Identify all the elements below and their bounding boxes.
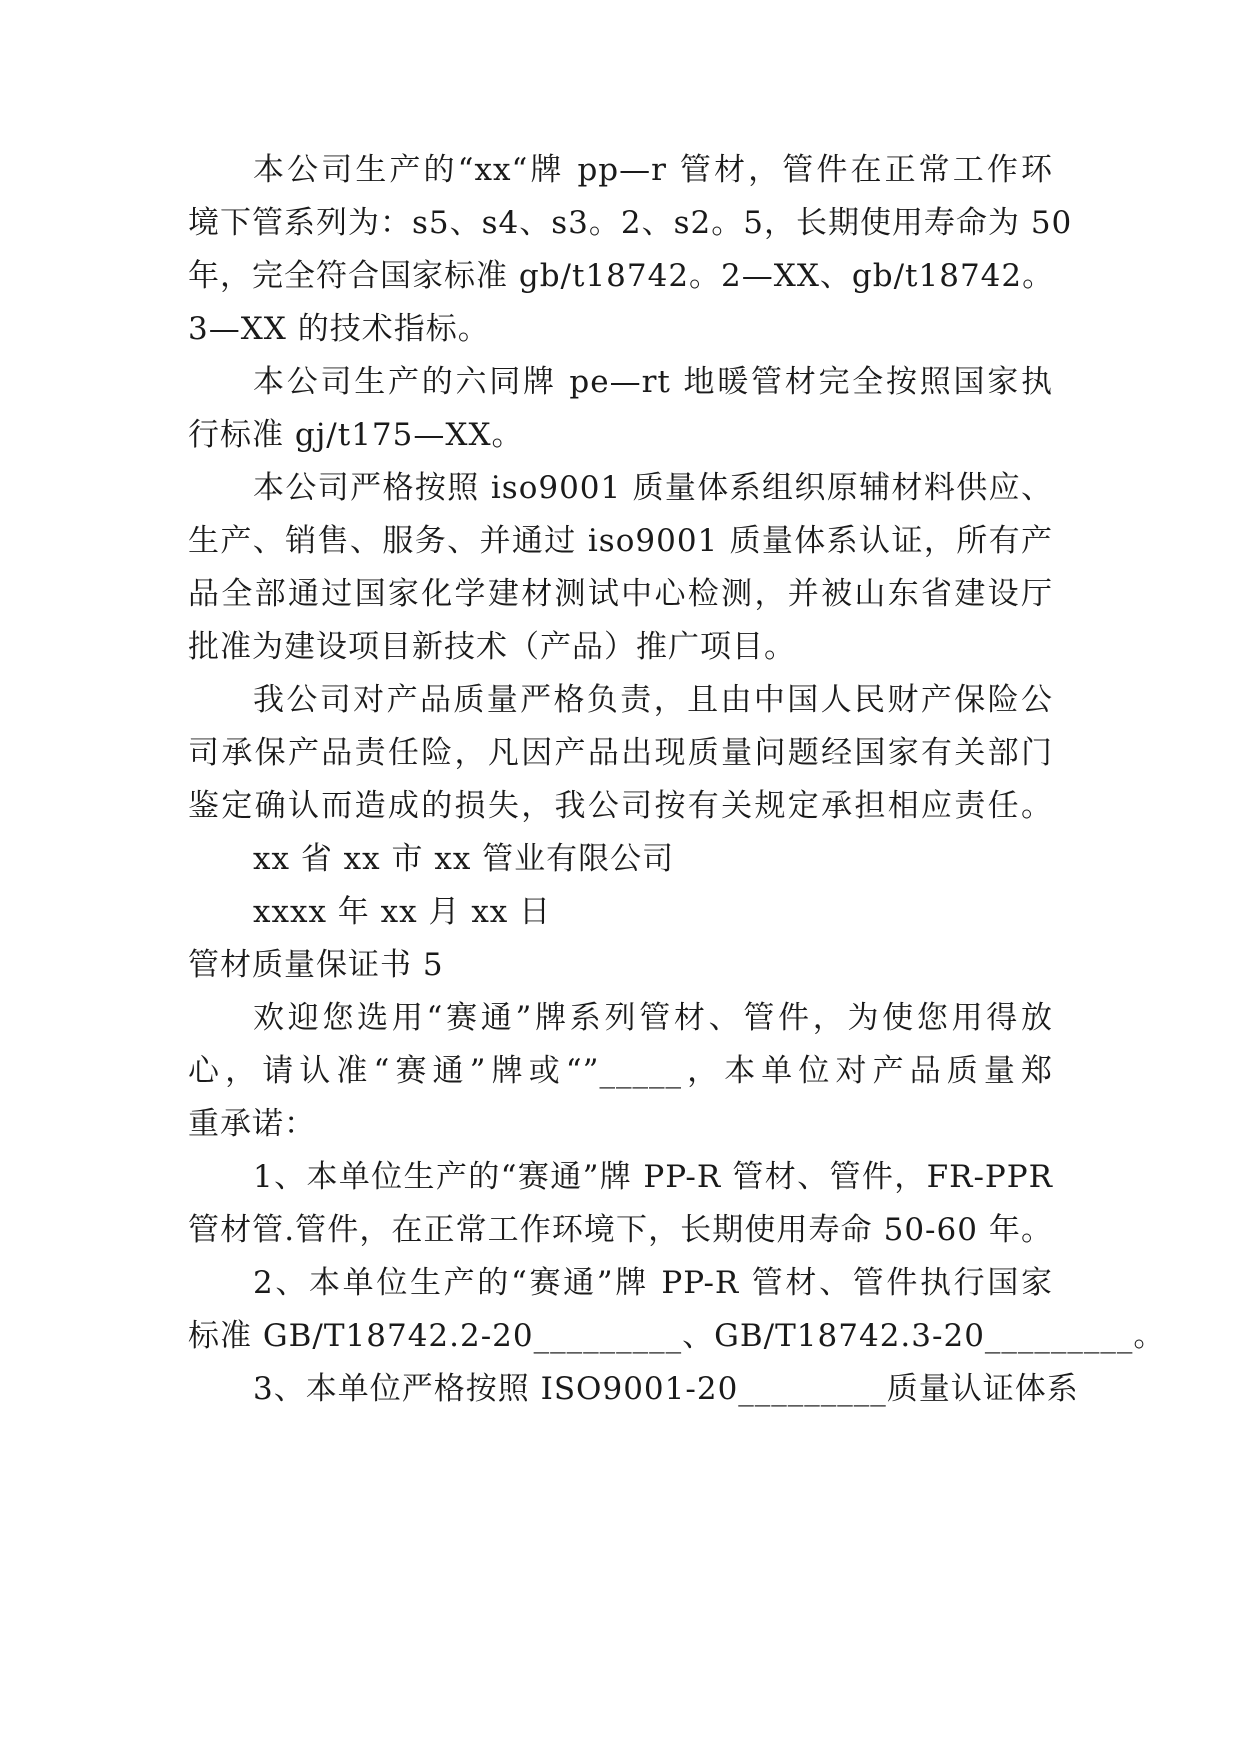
paragraph-line: 年，完全符合国家标准 gb/t18742。2—XX、gb/t18742。 [188, 258, 1055, 294]
paragraph-line: 本公司生产的六同牌 pe—rt 地暖管材完全按照国家执 [253, 364, 1053, 400]
paragraph-line: 我公司对产品质量严格负责，且由中国人民财产保险公 [253, 682, 1053, 718]
paragraph-line: 行标准 gj/t175—XX。 [188, 417, 524, 453]
paragraph-line: 司承保产品责任险，凡因产品出现质量问题经国家有关部门 [188, 735, 1053, 771]
paragraph-line: 品全部通过国家化学建材测试中心检测，并被山东省建设厅 [188, 576, 1053, 612]
paragraph-line: 3、本单位严格按照 ISO9001-20_________质量认证体系 [253, 1371, 1079, 1407]
section-title: 管材质量保证书 5 [188, 947, 444, 983]
paragraph-line: 本公司严格按照 iso9001 质量体系组织原辅材料供应、 [253, 470, 1053, 506]
paragraph-line: 3—XX 的技术指标。 [188, 311, 490, 347]
paragraph-line: 标准 GB/T18742.2-20_________、GB/T18742.3-20_________。 [188, 1318, 1166, 1354]
paragraph-line: 2、本单位生产的“赛通”牌 PP-R 管材、管件执行国家 [253, 1265, 1053, 1301]
paragraph-line: 欢迎您选用“赛通”牌系列管材、管件，为使您用得放 [253, 1000, 1053, 1036]
paragraph-line: 心，请认准“赛通”牌或“”_____，本单位对产品质量郑 [188, 1053, 1053, 1089]
paragraph-line: 批准为建设项目新技术（产品）推广项目。 [188, 629, 796, 665]
paragraph-line: 境下管系列为：s5、s4、s3。2、s2。5，长期使用寿命为 50 [188, 205, 1073, 241]
paragraph-line: 重承诺： [188, 1106, 316, 1142]
paragraph-line: 1、本单位生产的“赛通”牌 PP-R 管材、管件，FR-PPR [253, 1159, 1053, 1195]
paragraph-line: 本公司生产的“xx“牌 pp—r 管材，管件在正常工作环 [253, 152, 1053, 188]
company-signature: xx 省 xx 市 xx 管业有限公司 [253, 841, 675, 877]
paragraph-line: 鉴定确认而造成的损失，我公司按有关规定承担相应责任。 [188, 788, 1053, 824]
paragraph-line: 生产、销售、服务、并通过 iso9001 质量体系认证，所有产 [188, 523, 1053, 559]
paragraph-line: 管材管.管件，在正常工作环境下，长期使用寿命 50-60 年。 [188, 1212, 1053, 1248]
signature-date: xxxx 年 xx 月 xx 日 [253, 894, 552, 930]
